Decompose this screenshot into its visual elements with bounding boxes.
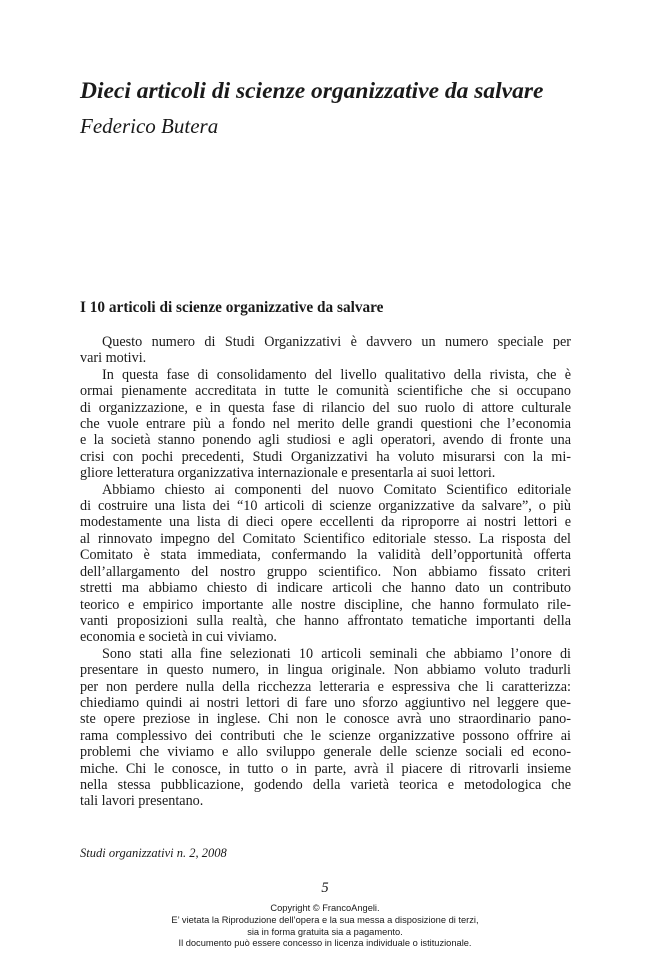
article-body <box>80 334 571 810</box>
copyright-line: sia in forma gratuita sia a pagamento. <box>247 926 403 937</box>
body-line: tali lavori presentano. <box>80 793 204 810</box>
body-line: crisi con pochi precedenti, Studi Organizzativi ha voluto misurarsi con la mi- <box>80 448 571 465</box>
section-heading: I 10 articoli di scienze organizzative da salvare <box>80 299 384 316</box>
article-title: Dieci articoli di scienze organizzative da salvare <box>80 78 544 104</box>
copyright-line: E’ vietata la Riproduzione dell’opera e la sua messa a disposizione di terzi, <box>171 914 479 925</box>
body-line: Comitato è stata immediata, confermando la validità dell’opportunità offerta <box>80 547 571 564</box>
body-line: di organizzazione, e in questa fase di rilancio del suo ruolo di attore culturale <box>80 399 571 416</box>
body-line: ormai pienamente accreditata in tutte le comunità scientifiche che si occupano <box>80 383 571 400</box>
body-line: ste opere preziose in inglese. Chi non le conosce avrà uno straordinario pano- <box>80 711 571 728</box>
body-line: vari motivi. <box>80 350 147 367</box>
body-line: di costruire una lista dei “10 articoli di scienze organizzative da salvare”, o più <box>80 498 571 515</box>
body-line: Sono stati alla fine selezionati 10 articoli seminali che abbiamo l’onore di <box>102 645 571 662</box>
body-line: che vuole entrare più a fondo nel merito delle grandi questioni che l’economia <box>80 416 571 433</box>
body-line: miche. Chi le conosce, in tutto o in parte, avrà il piacere di ritrovarli insieme <box>80 760 571 777</box>
body-line: chiediamo quindi ai nostri lettori di fare uno sforzo aggiuntivo nel leggere que- <box>80 694 571 711</box>
body-line: al rinnovato impegno del Comitato Scientifico editoriale stesso. La risposta del <box>80 530 571 547</box>
copyright-line: Copyright © FrancoAngeli. <box>270 903 380 913</box>
body-line: modestamente una lista di dieci opere eccellenti da riproporre ai nostri lettori e <box>80 514 571 531</box>
body-line: In questa fase di consolidamento del livello qualitativo della rivista, che è <box>102 366 571 383</box>
page-number: 5 <box>321 880 329 896</box>
body-line: stretti ma abbiamo chiesto di indicare articoli che hanno dato un contributo <box>80 580 571 597</box>
body-line: per non perdere nulla della ricchezza letteraria e espressiva che li caratterizza: <box>80 678 571 695</box>
body-line: rama complessivo dei contributi che le scienze organizzative possono offrire ai <box>80 727 571 744</box>
body-line: nella stessa pubblicazione, godendo della varietà teorica e metodologica che <box>80 776 571 793</box>
body-line: e la società stanno ponendo agli studiosi e agli operatori, avendo di fronte una <box>80 432 571 449</box>
body-line: gliore letteratura organizzativa internazionale e presentarla ai suoi lettori. <box>80 465 496 482</box>
body-line: dell’allargamento del nostro gruppo scientifico. Non abbiamo fissato criteri <box>80 563 571 580</box>
body-line: presentare in questo numero, in lingua originale. Non abbiamo voluto tradurli <box>80 662 571 679</box>
copyright-notice <box>0 903 650 950</box>
body-line: vanti proposizioni sulla realtà, che hanno affrontato tematiche importanti della <box>80 612 571 629</box>
article-author: Federico Butera <box>80 114 219 138</box>
body-line: problemi che viviamo e allo sviluppo generale delle scienze sociali ed econo- <box>80 744 571 761</box>
body-line: economia e società in cui viviamo. <box>80 629 277 646</box>
body-line: teorico e empirico importante alle nostre discipline, che hanno formulato rile- <box>80 596 571 613</box>
copyright-line: Il documento può essere concesso in licenza individuale o istituzionale. <box>178 938 472 949</box>
body-line: Abbiamo chiesto ai componenti del nuovo Comitato Scientifico editoriale <box>102 481 571 498</box>
body-line: Questo numero di Studi Organizzativi è davvero un numero speciale per <box>102 334 571 350</box>
journal-citation: Studi organizzativi n. 2, 2008 <box>80 846 227 860</box>
